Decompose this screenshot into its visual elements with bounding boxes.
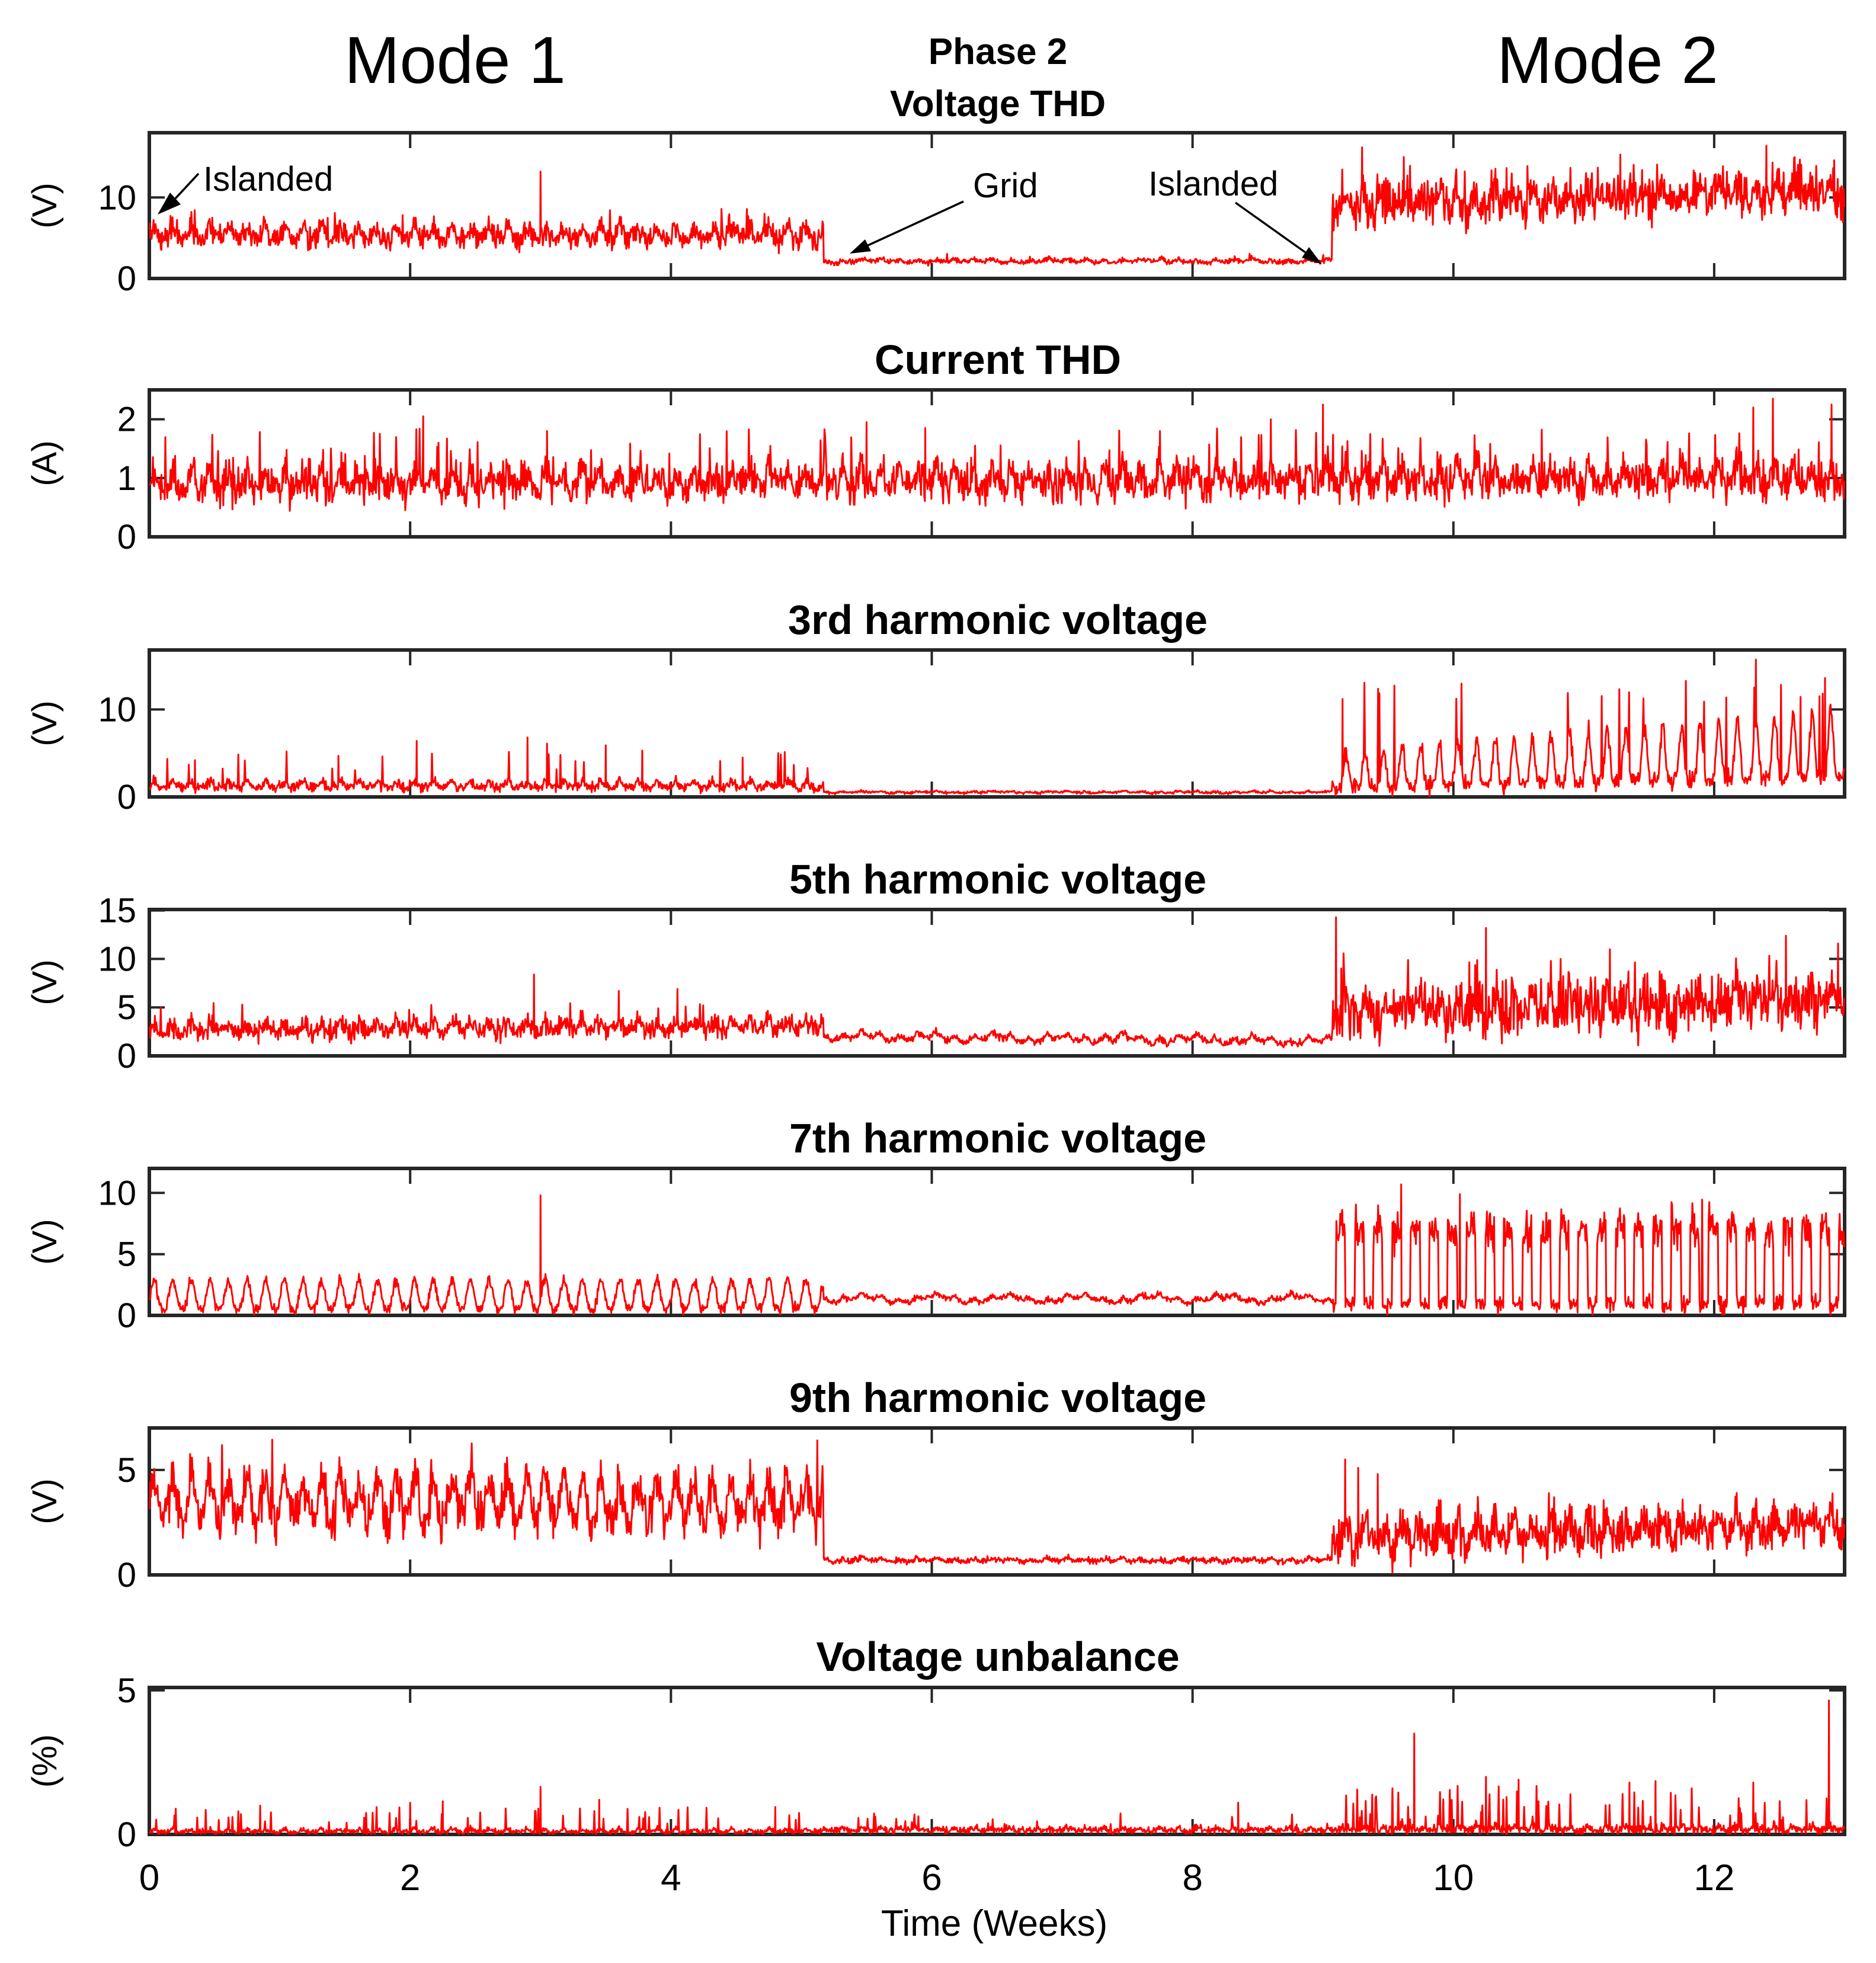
y-tick-label: 0 — [117, 1556, 136, 1594]
y-tick-label: 10 — [98, 940, 136, 979]
y-tick-label: 0 — [117, 778, 136, 816]
y-tick-label: 10 — [98, 178, 136, 217]
x-tick-label: 0 — [139, 1858, 160, 1898]
plot-frame — [149, 133, 1845, 278]
subplot-title-3rd-harmonic-voltage: 3rd harmonic voltage — [788, 597, 1208, 643]
subplot-current-thd — [117, 390, 1845, 556]
trace-3rd-harmonic-voltage — [150, 659, 1845, 796]
annotation-islanded-right — [1148, 165, 1322, 264]
plot-frame — [149, 390, 1845, 537]
y-axis-unit-7th-harmonic: (V) — [25, 1219, 64, 1265]
y-tick-label: 0 — [117, 1815, 136, 1854]
y-axis-unit-9th-harmonic: (V) — [25, 1478, 64, 1525]
y-tick-label: 0 — [117, 1296, 136, 1335]
y-tick-label: 10 — [98, 1174, 136, 1213]
y-tick-label: 0 — [117, 260, 136, 298]
x-tick-label: 4 — [661, 1858, 681, 1898]
plot-frame — [149, 650, 1845, 797]
y-tick-label: 5 — [117, 1235, 136, 1274]
y-axis-unit-3rd-harmonic: (V) — [25, 700, 64, 747]
annotation-grid-label: Grid — [973, 166, 1038, 205]
trace-9th-harmonic-voltage — [150, 1440, 1845, 1573]
y-tick-label: 5 — [117, 988, 136, 1027]
subplot-3rd-harmonic-voltage — [98, 650, 1845, 816]
subplot-title-5th-harmonic-voltage: 5th harmonic voltage — [789, 856, 1207, 902]
trace-voltage-thd — [150, 146, 1845, 266]
trace-current-thd — [150, 399, 1845, 511]
tick-marks — [149, 133, 1845, 278]
y-tick-label: 15 — [98, 891, 136, 930]
trace-voltage-unbalance — [150, 1701, 1845, 1834]
y-tick-label: 5 — [117, 1671, 136, 1710]
plot-frame — [149, 1168, 1845, 1315]
islanded-right-arrow-line — [1235, 203, 1305, 252]
tick-marks — [149, 650, 1845, 797]
y-tick-label: 10 — [98, 690, 136, 729]
x-tick-label: 8 — [1182, 1858, 1203, 1898]
y-tick-label: 0 — [117, 518, 136, 556]
phase-header: Phase 2 — [928, 31, 1068, 72]
subplot-9th-harmonic-voltage — [117, 1428, 1845, 1594]
mode2-header: Mode 2 — [1497, 23, 1718, 97]
grid-arrow-head — [850, 239, 871, 254]
x-tick-label: 2 — [399, 1858, 421, 1898]
islanded-left-arrow-line — [175, 174, 199, 198]
tick-marks — [149, 1687, 1845, 1834]
annotation-islanded-left — [158, 160, 333, 214]
tick-marks — [149, 1428, 1845, 1575]
mode1-header: Mode 1 — [344, 23, 566, 97]
y-axis-unit-unbalance: (%) — [25, 1734, 64, 1788]
tick-marks — [149, 390, 1845, 537]
y-tick-label: 1 — [117, 459, 136, 498]
trace-5th-harmonic-voltage — [150, 917, 1845, 1048]
y-tick-label: 2 — [117, 400, 136, 439]
tick-marks — [149, 1168, 1845, 1315]
trace-7th-harmonic-voltage — [150, 1184, 1845, 1315]
y-axis-unit-current-thd: (A) — [25, 440, 64, 486]
annotation-grid — [850, 166, 1038, 254]
y-tick-label: 5 — [117, 1450, 136, 1490]
subplot-title-7th-harmonic-voltage: 7th harmonic voltage — [789, 1115, 1207, 1161]
subplot-voltage-unbalance — [117, 1671, 1845, 1898]
subplot-7th-harmonic-voltage — [98, 1168, 1845, 1335]
y-tick-label: 0 — [117, 1037, 136, 1075]
subplot-voltage-thd — [98, 133, 1845, 298]
annotation-islanded-left-label: Islanded — [203, 160, 334, 198]
x-tick-label: 12 — [1693, 1858, 1735, 1898]
y-axis-unit-5th-harmonic: (V) — [25, 959, 64, 1005]
x-tick-label: 10 — [1433, 1858, 1474, 1898]
grid-arrow-line — [868, 201, 963, 245]
subplot-title-9th-harmonic-voltage: 9th harmonic voltage — [789, 1375, 1207, 1421]
plot-frame — [149, 1428, 1845, 1575]
plot-frame — [149, 1687, 1845, 1834]
subplot-title-voltage-unbalance: Voltage unbalance — [816, 1634, 1180, 1680]
y-axis-unit-voltage-thd: (V) — [25, 182, 64, 229]
subplot-title-voltage-thd: Voltage THD — [890, 84, 1106, 124]
subplot-5th-harmonic-voltage — [98, 892, 1845, 1075]
subplot-title-current-thd: Current THD — [874, 337, 1122, 383]
annotation-islanded-right-label: Islanded — [1148, 165, 1279, 203]
x-tick-label: 6 — [921, 1858, 942, 1898]
x-axis-label: Time (Weeks) — [881, 1903, 1108, 1944]
